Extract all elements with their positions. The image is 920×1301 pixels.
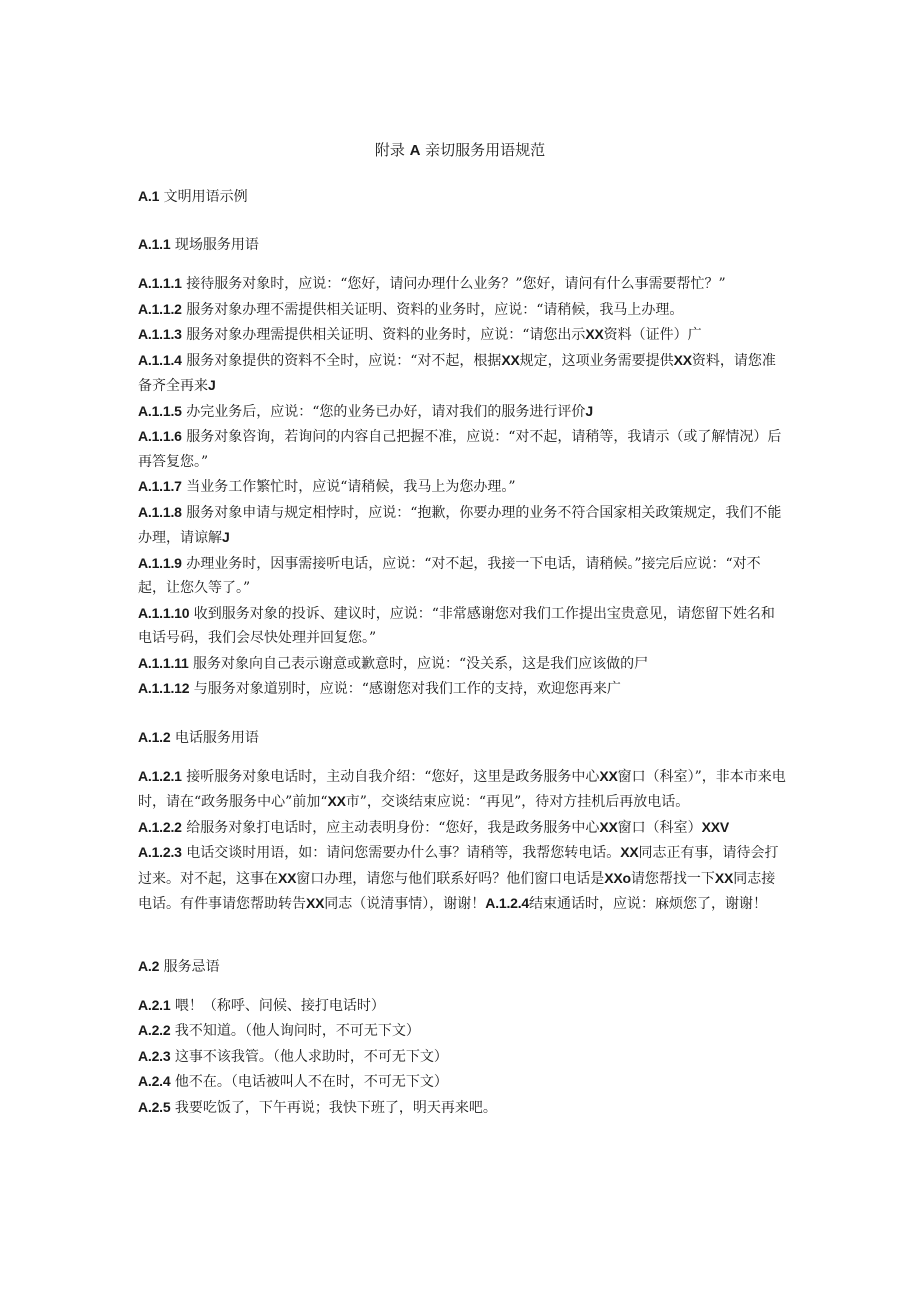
item-text: 电话交谈时用语，如：请问您需要办什么事？请稍等，我帮您转电话。 (186, 845, 621, 861)
list-item (138, 348, 788, 399)
item-text: 我不知道。（他人询问时，不可无下文） (174, 1023, 420, 1039)
item-text: 同志接电话。有件事请您帮助转告 (138, 870, 776, 912)
title-rest: 亲切服务用语规范 (425, 141, 546, 159)
subsection-heading-a12: A.1.2 电话服务用语 (138, 728, 259, 746)
item-text: 服务对象咨询，若询问的内容自己把握不准，应说：“对不起，请稍等，我请示（或了解情况）后再答复您。” (138, 429, 782, 470)
item-text: 这事不该我管。（他人求助时，不可无下文） (174, 1048, 448, 1065)
item-text: 同志（说清事情），谢谢！ (324, 896, 486, 912)
item-text: 服务对象办理需提供相关证明、资料的业务时，应说：“请您出示 (186, 327, 586, 343)
item-text: 窗口办理，请您与他们联系好吗？他们窗口电话是 (296, 870, 605, 887)
item-number: A.1.1.9 (138, 554, 182, 571)
item-code: J (222, 529, 230, 545)
item-text: 服务对象申请与规定相悖时，应说：“抱歉，你要办理的业务不符合国家相关政策规定，我们不能办理，请谅解 (138, 504, 782, 546)
item-list (138, 764, 788, 917)
item-text: 接听服务对象电话时，主动自我介绍：“您好，这里是政务服务中心 (186, 768, 600, 785)
list-item (138, 551, 788, 601)
item-number: A.1.1.2 (138, 300, 182, 317)
list-item (138, 1095, 788, 1121)
item-text: 他不在。（电话被叫人不在时，不可无下文） (174, 1074, 448, 1090)
section-heading-a1: A.1 文明用语示例 (138, 188, 248, 205)
item-text: 办理业务时，因事需接听电话，应说：“对不起，我接一下电话，请稍候。”接完后应说：“对不起，让您久等了。” (138, 555, 761, 596)
item-text: 与服务对象道别时，应说：“感谢您对我们工作的支持，欢迎您再来广 (193, 681, 621, 697)
item-text: 资料（证件）广 (603, 327, 702, 343)
item-text: 我要吃饭了，下午再说；我快下班了，明天再来吧。 (174, 1099, 497, 1116)
list-item (138, 993, 788, 1019)
item-code: XXo (604, 869, 631, 886)
item-text: 请您帮找一下 (630, 870, 715, 887)
item-text: 给服务对象打电话时，应主动表明身份：“您好，我是政务服务中心 (186, 819, 600, 836)
item-number: A.1.1.3 (138, 326, 182, 342)
item-number: A.1.1.6 (138, 428, 182, 444)
item-number: A.1.2.1 (138, 767, 182, 784)
item-text: 收到服务对象的投诉、建议时，应说：“非常感谢您对我们工作提出宝贵意见，请您留下姓名和电话号码，我们会尽快处理并回复您。” (138, 605, 775, 646)
item-text: 同志正有事，请待会打过来。对不起，这事在 (138, 845, 779, 887)
item-code: XX (620, 844, 639, 860)
list-item (138, 271, 788, 297)
list-item (138, 1018, 788, 1044)
item-number: A.1.1.12 (138, 680, 190, 696)
item-code: A.1.2.4 (485, 895, 530, 911)
list-item (138, 651, 788, 677)
item-number: A.1.1.11 (138, 654, 189, 671)
item-list (138, 271, 788, 702)
item-list (138, 993, 788, 1121)
list-item (138, 500, 788, 551)
item-number: A.2.1 (138, 996, 171, 1013)
item-code: XX (306, 895, 325, 911)
item-number: A.2.2 (138, 1022, 171, 1038)
title-code: A (409, 142, 421, 159)
item-number: A.1.1.5 (138, 402, 182, 419)
item-number: A.1.1.8 (138, 503, 182, 520)
list-item (138, 322, 788, 348)
list-item (138, 764, 788, 815)
page-title (0, 138, 920, 163)
item-text: 服务对象办理不需提供相关证明、资料的业务时，应说：“请稍候，我马上办理。 (186, 301, 684, 318)
item-text: 市”，交谈结束应说：“再见”，待对方挂机后再放电话。 (345, 794, 690, 810)
list-item (138, 815, 788, 841)
list-item (138, 1044, 788, 1070)
item-text: 窗口（科室） (617, 819, 702, 836)
list-item (138, 424, 788, 474)
item-text: 规定，这项业务需要提供 (519, 352, 674, 369)
item-code: XX (673, 351, 692, 368)
item-text: 服务对象向自己表示谢意或歉意时，应说：“没关系，这是我们应该做的尸 (193, 655, 649, 672)
item-number: A.2.4 (138, 1073, 171, 1089)
title-prefix: 附录 (374, 141, 405, 159)
item-code: XX (327, 793, 346, 809)
item-code: XX (714, 869, 734, 886)
item-number: A.2.5 (138, 1098, 171, 1115)
list-item (138, 1069, 788, 1095)
section-heading-a2: A.2 服务忌语 (138, 957, 220, 975)
item-number: A.1.1.1 (138, 275, 182, 291)
list-item (138, 399, 788, 425)
list-item (138, 474, 788, 500)
item-code: XXV (701, 818, 730, 835)
item-number: A.1.1.10 (138, 604, 190, 621)
item-text: 窗口（科室）”，非本市来电时，请在“政务服务中心”前加“ (138, 768, 786, 810)
item-text: 喂！（称呼、问候、接打电话时） (174, 997, 385, 1014)
item-number: A.1.1.7 (138, 478, 182, 494)
item-text: 结束通话时，应说：麻烦您了，谢谢！ (529, 896, 768, 912)
item-code: J (208, 377, 216, 393)
item-number: A.2.3 (138, 1047, 171, 1064)
list-item (138, 676, 788, 702)
item-text: 办完业务后，应说：“您的业务已办好，请对我们的服务进行评价 (186, 403, 586, 420)
item-number: A.1.1.4 (138, 351, 182, 368)
document-body (138, 184, 788, 1120)
item-code: XX (278, 869, 297, 886)
item-text: 资料，请您准备齐全再来 (138, 352, 776, 394)
list-item (138, 297, 788, 323)
item-text: 当业务工作繁忙时，应说“请稍候，我马上为您办理。” (186, 479, 516, 495)
item-number: A.1.2.3 (138, 844, 182, 860)
list-item (138, 601, 788, 651)
item-text: 服务对象提供的资料不全时，应说：“对不起，根据 (186, 352, 502, 369)
item-number: A.1.2.2 (138, 818, 182, 835)
item-code: XX (599, 767, 618, 784)
item-code: XX (599, 818, 618, 835)
item-code: J (585, 402, 593, 419)
item-text: 接待服务对象时，应说：“您好，请问办理什么业务？”您好，请问有什么事需要帮忙？” (186, 276, 726, 292)
subsection-heading-a11: A.1.1 现场服务用语 (138, 236, 259, 253)
list-item (138, 840, 788, 917)
item-code: XX (585, 326, 604, 342)
item-code: XX (501, 351, 520, 368)
